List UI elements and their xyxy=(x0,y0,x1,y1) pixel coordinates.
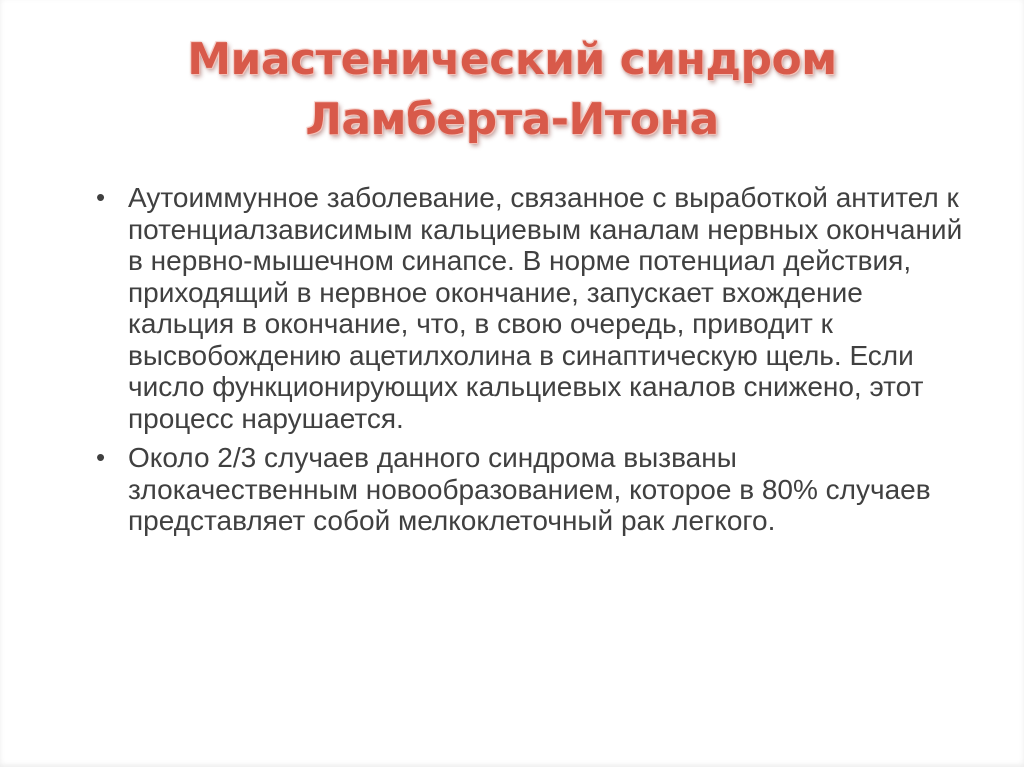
slide-body xyxy=(96,182,966,545)
slide-title xyxy=(0,30,1024,150)
bullet-marker: • xyxy=(96,442,106,472)
bullet-text: Около 2/3 случаев данного синдрома вызваны злокачественным новообразованием, которое в 80% случаев представляет собой мелкоклеточный рак легкого. xyxy=(128,442,931,536)
bullet-item-1 xyxy=(96,182,966,434)
bullet-item-2 xyxy=(96,442,966,537)
title-line-2: Ламберта-Итона xyxy=(305,94,719,145)
bullet-text: Аутоиммунное заболевание, связанное с выработкой антител к потенциалзависимым кальциевым каналам нервных окончаний в нервно-мышечном синапсе. В норме потенциал действия, приходящий в нервное окончание, запускает вхождение кальция в окончание, что, в свою очередь, приводит к высвобождению ацетилхолина в синаптическую щель. Если число функционирующих кальциевых каналов снижено, этот процесс нарушается. xyxy=(128,182,963,434)
title-line-1: Миастенический синдром xyxy=(187,34,837,85)
bullet-marker: • xyxy=(96,182,106,212)
